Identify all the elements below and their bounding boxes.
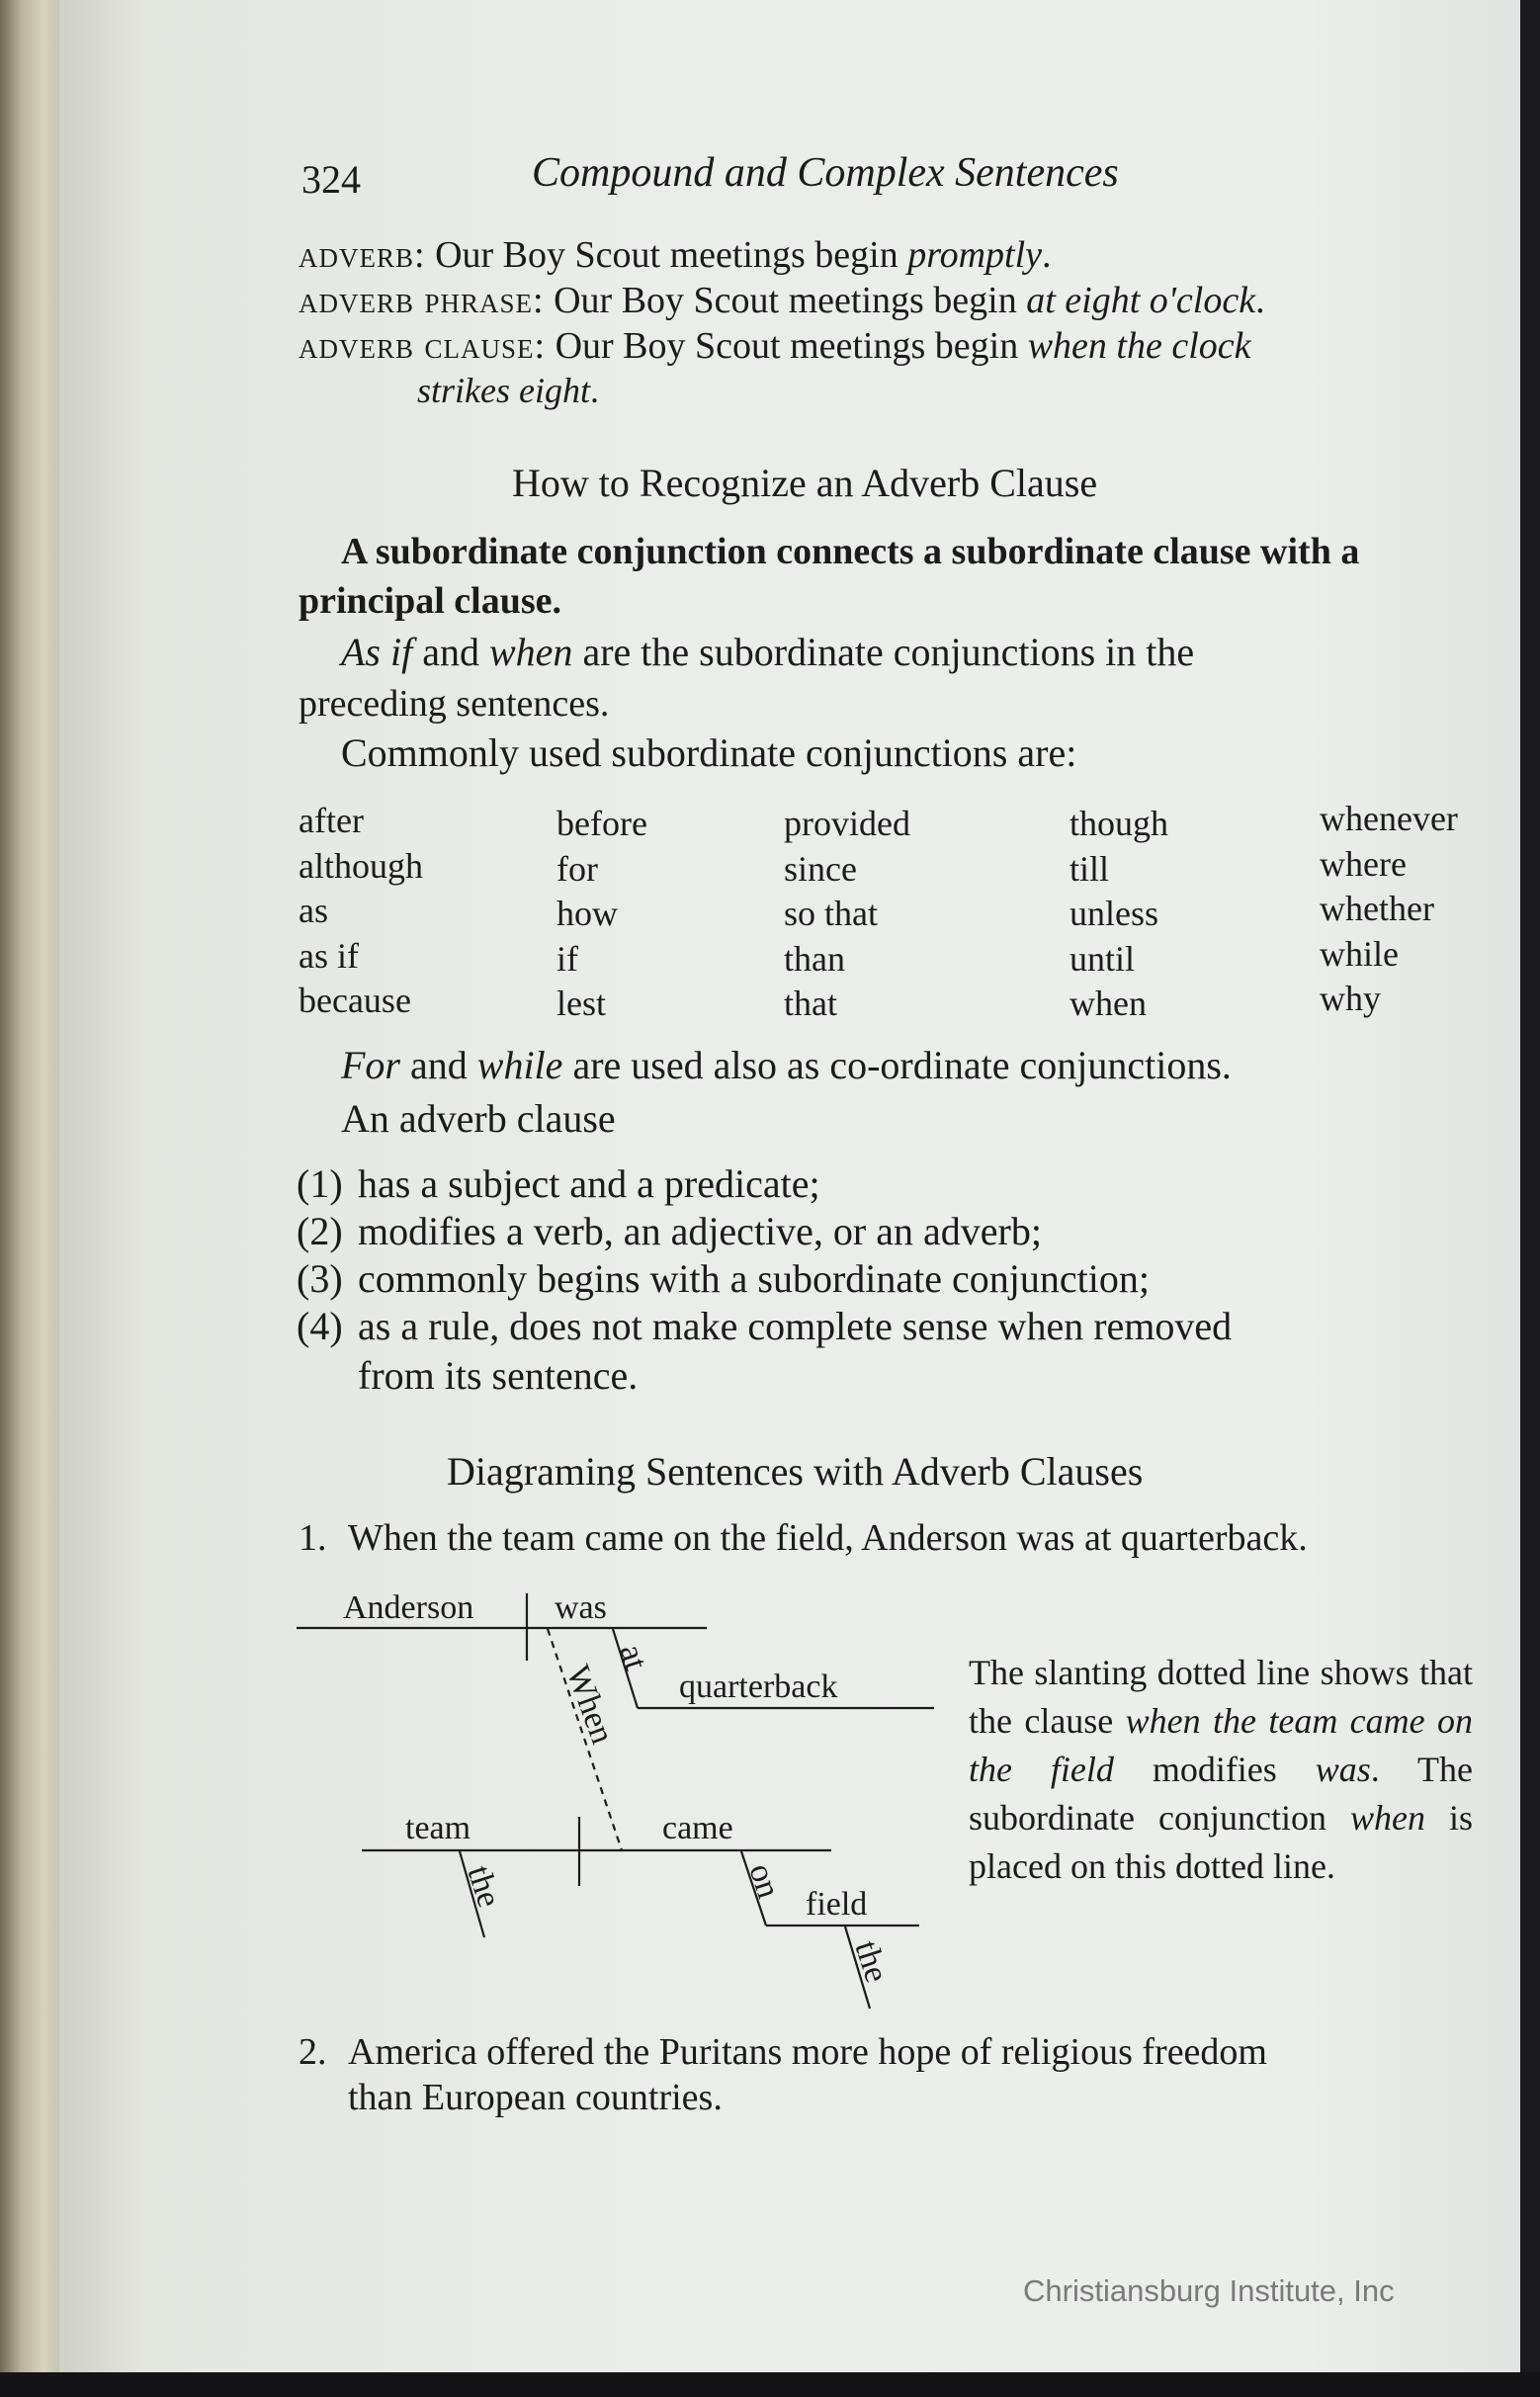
list-item: till (1069, 848, 1110, 889)
list-item: so that (784, 894, 878, 933)
example-adverb-clause: adverb clause: Our Boy Scout meetings begin when the clock (299, 325, 1251, 367)
list-item: for (556, 848, 598, 889)
diagram-word-conjunction: When (558, 1661, 622, 1750)
example-adverb-phrase: adverb phrase: Our Boy Scout meetings begin at eight o'clock. (299, 280, 1265, 321)
list-item: until (1069, 938, 1136, 979)
diagram-word-sub-preposition: on (741, 1859, 788, 1903)
watermark-text: Christiansburg Institute, Inc (1023, 2273, 1395, 2308)
section-heading-diagraming: Diagraming Sentences with Adverb Clauses (447, 1449, 1144, 1494)
book-spine-edge (0, 0, 61, 2397)
characteristic-4-continued: from its sentence. (358, 1353, 639, 1398)
list-item: lest (556, 984, 606, 1023)
paragraph-conjunctions-line2: preceding sentences. (299, 683, 610, 725)
characteristic-2: (2) modifies a verb, an adjective, or an adverb; (297, 1209, 1042, 1253)
list-item: that (784, 984, 837, 1023)
running-title: Compound and Complex Sentences (532, 150, 1119, 196)
characteristic-4: (4) as a rule, does not make complete sense when removed (297, 1304, 1233, 1348)
diagram-word-subject: Anderson (343, 1589, 474, 1626)
adverb-clause-intro: An adverb clause (341, 1096, 616, 1141)
conjunction-column-3 (784, 802, 910, 1027)
list-item: unless (1069, 894, 1158, 933)
diagram-article-slant (460, 1851, 484, 1937)
conjunction-column-1 (299, 799, 423, 1024)
diagram-sub-prep-slant (741, 1851, 766, 1926)
diagram-dotted-conjunction-line (548, 1629, 622, 1850)
list-item: though (1069, 804, 1169, 843)
paragraph-conjunctions: As if and when are the subordinate conjunctions in the (341, 630, 1195, 674)
conjunction-column-5 (1320, 797, 1458, 1022)
exercise-sentence-2-continued: than European countries. (348, 2077, 723, 2118)
diagram-sub-article-slant (845, 1926, 870, 2009)
rule-line-1: A subordinate conjunction connects a subordinate clause with a (341, 531, 1360, 572)
coordinate-note: For and while are used also as co-ordinate conjunctions. (341, 1043, 1232, 1087)
diagram-word-sub-prep-object: field (806, 1886, 868, 1923)
characteristic-1: (1) has a subject and a predicate; (297, 1161, 820, 1206)
characteristic-3: (3) commonly begins with a subordinate conjunction; (297, 1256, 1150, 1301)
list-item: as if (299, 935, 359, 976)
list-item: after (299, 801, 364, 840)
example-adverb-clause-continued: strikes eight. (417, 371, 599, 410)
example-adverb: adverb: Our Boy Scout meetings begin promptly. (299, 234, 1052, 276)
exercise-sentence-2: 2. America offered the Puritans more hope of religious freedom (299, 2031, 1267, 2073)
list-item: whenever (1320, 799, 1458, 838)
list-item: how (556, 894, 618, 933)
diagram-word-prep-object: quarterback (679, 1669, 838, 1705)
list-item: because (299, 981, 411, 1020)
diagram-word-sub-verb: came (662, 1810, 733, 1846)
diagram-word-sub-subject: team (405, 1810, 471, 1846)
diagram-explanation: The slanting dotted line shows that the clause when the team came on the field modifies was. The subordinate conjunction when is placed on this dotted line. (969, 1653, 1474, 1886)
list-item: provided (784, 804, 910, 843)
conjunction-column-2 (556, 802, 647, 1027)
list-item: where (1320, 843, 1407, 884)
exercise-sentence-1: 1. When the team came on the field, Anderson was at quarterback. (299, 1517, 1308, 1559)
diagram-word-preposition: at (612, 1640, 655, 1674)
list-item: whether (1320, 889, 1434, 928)
diagram-word-sub-prep-article: the (847, 1936, 896, 1987)
book-page (59, 0, 1520, 2372)
list-item: when (1069, 984, 1147, 1023)
rule-line-2: principal clause. (299, 580, 562, 622)
section-heading-recognize: How to Recognize an Adverb Clause (512, 461, 1098, 505)
list-item: while (1320, 933, 1399, 974)
list-item: why (1320, 979, 1381, 1018)
diagram-word-sub-article: the (460, 1861, 508, 1912)
conjunction-column-4 (1069, 802, 1168, 1027)
conjunction-list-intro: Commonly used subordinate conjunctions are: (341, 730, 1077, 775)
diagram-word-verb: was (555, 1589, 607, 1626)
list-item: although (299, 845, 423, 886)
list-item: than (784, 938, 845, 979)
page-number: 324 (301, 157, 361, 202)
diagram-preposition-slant (613, 1629, 638, 1708)
page-bottom-shadow (0, 2372, 1540, 2397)
list-item: as (299, 891, 328, 930)
list-item: since (784, 848, 857, 889)
list-item: before (556, 804, 647, 843)
list-item: if (556, 938, 578, 979)
